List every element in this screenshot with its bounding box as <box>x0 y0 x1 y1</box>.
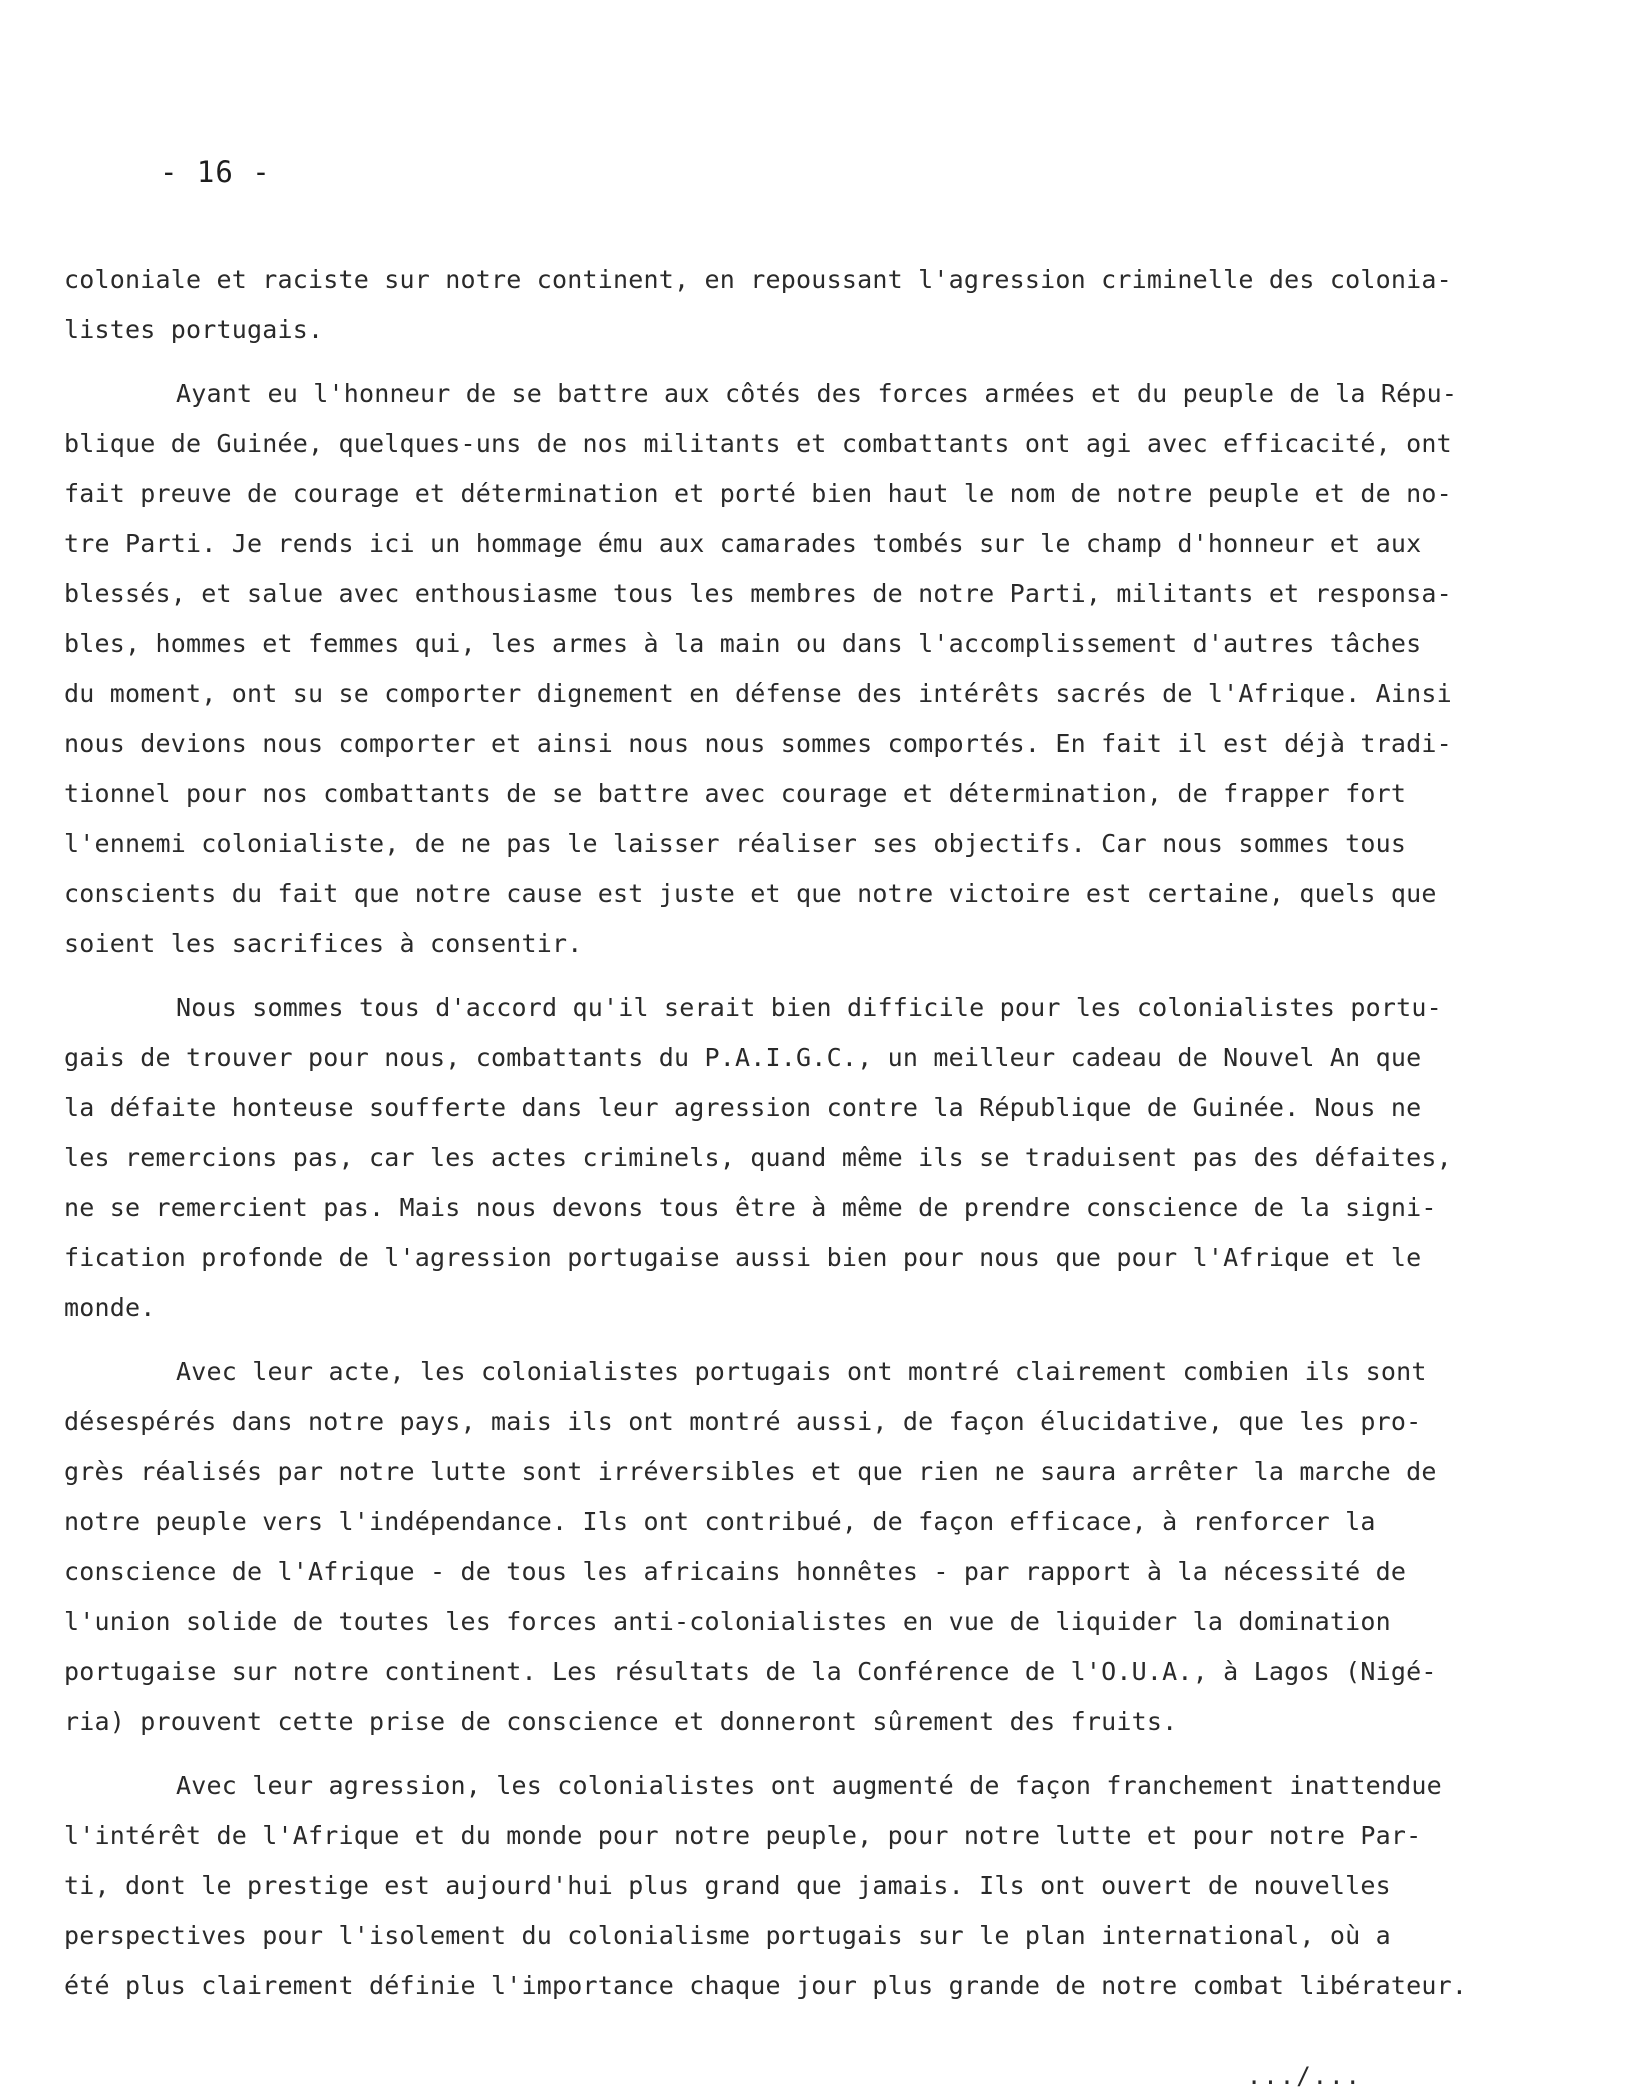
text-line: nous devions nous comporter et ainsi nous nous sommes comportés. En fait il est déjà tradi- <box>64 729 1452 758</box>
text-line: conscience de l'Afrique - de tous les africains honnêtes - par rapport à la nécessité de <box>64 1557 1407 1586</box>
text-line: blessés, et salue avec enthousiasme tous les membres de notre Parti, militants et responsa- <box>64 579 1452 608</box>
paragraph-gap <box>64 355 1504 369</box>
body-text <box>64 255 1504 2011</box>
paragraph <box>64 1347 1504 1747</box>
text-line: fait preuve de courage et détermination et porté bien haut le nom de notre peuple et de no- <box>64 479 1452 508</box>
text-line: les remercions pas, car les actes criminels, quand même ils se traduisent pas des défaites, <box>64 1143 1452 1172</box>
text-line: tionnel pour nos combattants de se battre avec courage et détermination, de frapper fort <box>64 779 1407 808</box>
text-line: été plus clairement définie l'importance chaque jour plus grande de notre combat libérateur. <box>64 1971 1468 2000</box>
text-line: perspectives pour l'isolement du colonialisme portugais sur le plan international, où a <box>64 1921 1391 1950</box>
text-line: blique de Guinée, quelques-uns de nos militants et combattants ont agi avec efficacité, ont <box>64 429 1452 458</box>
page-number: - 16 - <box>160 155 271 189</box>
text-line: ne se remercient pas. Mais nous devons tous être à même de prendre conscience de la signi- <box>64 1193 1437 1222</box>
text-line: portugaise sur notre continent. Les résultats de la Conférence de l'O.U.A., à Lagos (Nigé- <box>64 1657 1437 1686</box>
text-line: coloniale et raciste sur notre continent, en repoussant l'agression criminelle des colonia- <box>64 265 1452 294</box>
text-line: listes portugais. <box>64 315 324 344</box>
paragraph-gap <box>64 1333 1504 1347</box>
text-line: bles, hommes et femmes qui, les armes à la main ou dans l'accomplissement d'autres tâches <box>64 629 1422 658</box>
text-line: désespérés dans notre pays, mais ils ont montré aussi, de façon élucidative, que les pro- <box>64 1407 1422 1436</box>
text-line: fication profonde de l'agression portugaise aussi bien pour nous que pour l'Afrique et le <box>64 1243 1422 1272</box>
paragraph <box>64 255 1504 355</box>
text-line: du moment, ont su se comporter dignement en défense des intérêts sacrés de l'Afrique. Ainsi <box>64 679 1452 708</box>
text-line: ria) prouvent cette prise de conscience et donneront sûrement des fruits. <box>64 1707 1178 1736</box>
text-line: Nous sommes tous d'accord qu'il serait bien difficile pour les colonialistes portu- <box>176 993 1442 1022</box>
paragraph-gap <box>64 1747 1504 1761</box>
paragraph <box>64 1761 1504 2011</box>
text-line: grès réalisés par notre lutte sont irréversibles et que rien ne saura arrêter la marche de <box>64 1457 1437 1486</box>
paragraph-gap <box>64 969 1504 983</box>
text-line: Ayant eu l'honneur de se battre aux côtés des forces armées et du peuple de la Répu- <box>176 379 1458 408</box>
text-line: gais de trouver pour nous, combattants du P.A.I.G.C., un meilleur cadeau de Nouvel An que <box>64 1043 1422 1072</box>
text-line: ti, dont le prestige est aujourd'hui plus grand que jamais. Ils ont ouvert de nouvelles <box>64 1871 1391 1900</box>
continuation-mark: .../... <box>1246 2062 1362 2090</box>
text-line: Avec leur acte, les colonialistes portugais ont montré clairement combien ils sont <box>176 1357 1427 1386</box>
paragraph <box>64 369 1504 969</box>
paragraph <box>64 983 1504 1333</box>
text-line: monde. <box>64 1293 156 1322</box>
text-line: l'union solide de toutes les forces anti-colonialistes en vue de liquider la domination <box>64 1607 1391 1636</box>
text-line: soient les sacrifices à consentir. <box>64 929 583 958</box>
text-line: conscients du fait que notre cause est juste et que notre victoire est certaine, quels que <box>64 879 1437 908</box>
text-line: notre peuple vers l'indépendance. Ils ont contribué, de façon efficace, à renforcer la <box>64 1507 1376 1536</box>
text-line: la défaite honteuse soufferte dans leur agression contre la République de Guinée. Nous ne <box>64 1093 1422 1122</box>
text-line: l'ennemi colonialiste, de ne pas le laisser réaliser ses objectifs. Car nous sommes tous <box>64 829 1407 858</box>
text-line: tre Parti. Je rends ici un hommage ému aux camarades tombés sur le champ d'honneur et aux <box>64 529 1422 558</box>
text-line: Avec leur agression, les colonialistes ont augmenté de façon franchement inattendue <box>176 1771 1442 1800</box>
text-line: l'intérêt de l'Afrique et du monde pour notre peuple, pour notre lutte et pour notre Par- <box>64 1821 1422 1850</box>
